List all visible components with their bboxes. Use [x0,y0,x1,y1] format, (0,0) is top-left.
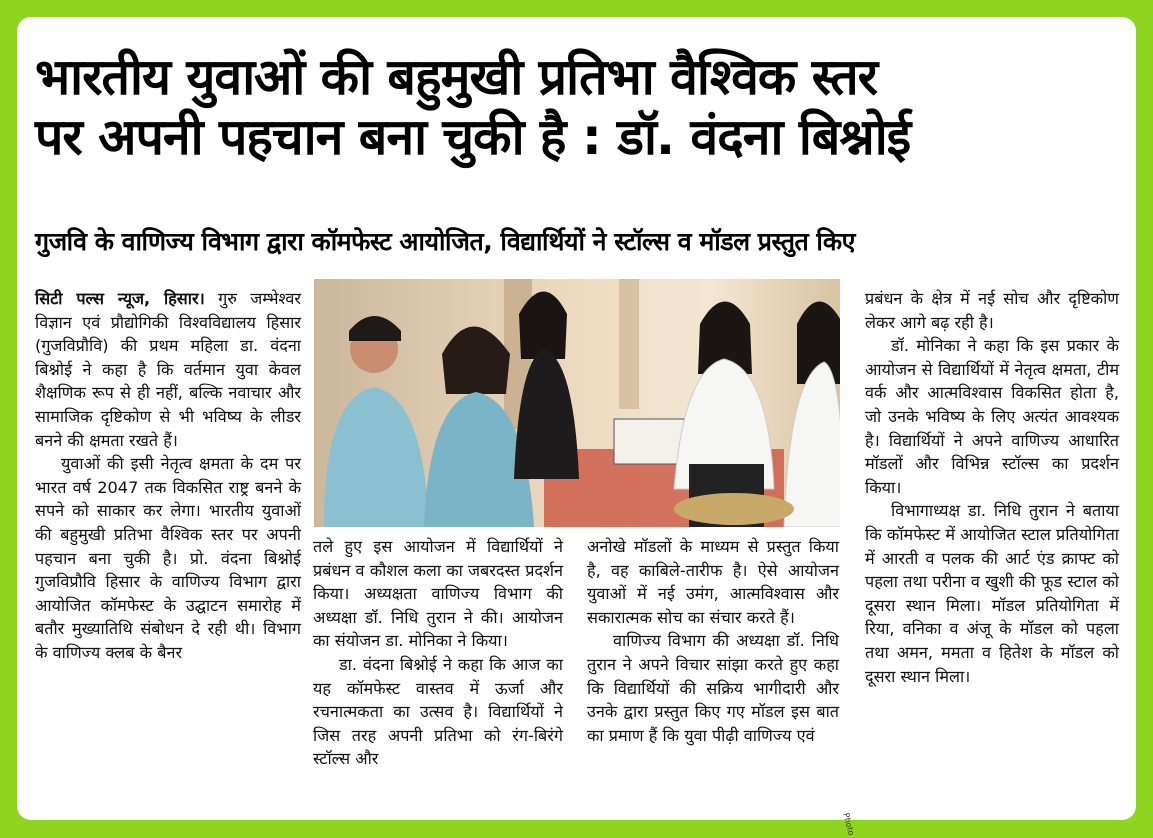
column-4-paragraph-3: विभागाध्यक्ष डा. निधि तुरान ने बताया कि कॉमफेस्ट में आयोजित स्टाल प्रतियोगिता में आरती व पलक की आर्ट एंड क्राफ्ट को पहला तथा परीना व खुशी की फूड स्टाल को दूसरा स्थान मिला। मॉडल प्रतियोगिता में रिया, वनिका व अंजू के मॉडल को पहला तथा अमन, ममता व हितेश के मॉडल को दूसरा स्थान मिला। [865,501,1119,686]
headline-line-2: पर अपनी पहचान बना चुकी है : डॉ. वंदना बिश्नोई [35,108,911,166]
article-column-1 [35,287,301,665]
column-3-paragraph-2: वाणिज्य विभाग की अध्यक्षा डॉ. निधि तुरान ने अपने विचार सांझा करते हुए कहा कि विद्यार्थियों की सक्रिय भागीदारी और उनके द्वारा प्रस्तुत किए गए मॉडल इस बात का प्रमाण हैं कि युवा पीढ़ी वाणिज्य एवं [587,631,839,745]
headline [35,47,1120,167]
column-1-paragraph-1-text: गुरु जम्भेश्वर विज्ञान एवं प्रौद्योगिकी विश्वविद्यालय हिसार (गुजविप्रौवि) की प्रथम महिला डा. वंदना बिश्नोई ने कहा है कि वर्तमान युवा केवल शैक्षणिक रूप से ही नहीं, बल्कि नवाचार और सामाजिक दृष्टिकोण से भी भविष्य के लीडर बनने की क्षमता रखते हैं। [35,289,301,450]
photo-credit: Photo [841,812,856,837]
column-4-paragraph-1: प्रबंधन के क्षेत्र में नई सोच और दृष्टिकोण लेकर आगे बढ़ रही है। [865,289,1119,332]
column-4-paragraph-2: डॉ. मोनिका ने कहा कि इस प्रकार के आयोजन से विद्यार्थियों में नेतृत्व क्षमता, टीम वर्क और आत्मविश्वास विकसित होता है, जो उनके भविष्य के लिए अत्यंत आवश्यक है। विद्यार्थियों ने अपने वाणिज्य आधारित मॉडलों और विभिन्न स्टॉल्स का प्रदर्शन किया। [865,336,1119,497]
column-1-paragraph-2: युवाओं की इसी नेतृत्व क्षमता के दम पर भारत वर्ष 2047 तक विकसित राष्ट्र बनने के सपने को साकार कर लेगा। भारतीय युवाओं की बहुमुखी प्रतिभा वैश्विक स्तर पर अपनी पहचान बना चुकी है। प्रो. वंदना बिश्नोई गुजविप्रौवि हिसार के वाणिज्य विभाग द्वारा आयोजित कॉमफेस्ट के उद्घाटन समारोह में बतौर मुख्यातिथि संबोधन दे रही थी। विभाग के वाणिज्य क्लब के बैनर [35,454,301,662]
column-2-paragraph-1: तले हुए इस आयोजन में विद्यार्थियों ने प्रबंधन व कौशल कला का जबरदस्त प्रदर्शन किया। अध्यक्षता वाणिज्य विभाग की अध्यक्षा डॉ. निधि तुरान ने की। आयोजन का संयोजन डा. मोनिका ने किया। [313,537,563,651]
byline: सिटी पल्स न्यूज, हिसार। [35,289,205,308]
column-3-paragraph-1: अनोखे मॉडलों के माध्यम से प्रस्तुत किया है, वह काबिले-तारीफ है। ऐसे आयोजन युवाओं में नई उमंग, आत्मविश्वास और सकारात्मक सोच का संचार करते हैं। [587,537,839,627]
column-1-paragraph-1 [35,287,301,452]
article-column-3 [587,535,839,747]
subheadline: गुजवि के वाणिज्य विभाग द्वारा कॉमफेस्ट आयोजित, विद्यार्थियों ने स्टॉल्स व मॉडल प्रस्तुत किए [35,227,855,256]
event-photo [314,279,840,527]
article-column-2 [313,535,563,771]
newspaper-clipping [17,17,1136,820]
headline-line-1: भारतीय युवाओं की बहुमुखी प्रतिभा वैश्विक स्तर [35,48,878,106]
column-2-paragraph-2: डा. वंदना बिश्नोई ने कहा कि आज का यह कॉमफेस्ट वास्तव में ऊर्जा और रचनात्मकता का उत्सव है। विद्यार्थियों ने जिस तरह अपनी प्रतिभा को रंग-बिरंगे स्टॉल्स और [313,654,563,769]
event-photo-illustration [314,279,840,527]
article-column-4 [865,287,1119,688]
